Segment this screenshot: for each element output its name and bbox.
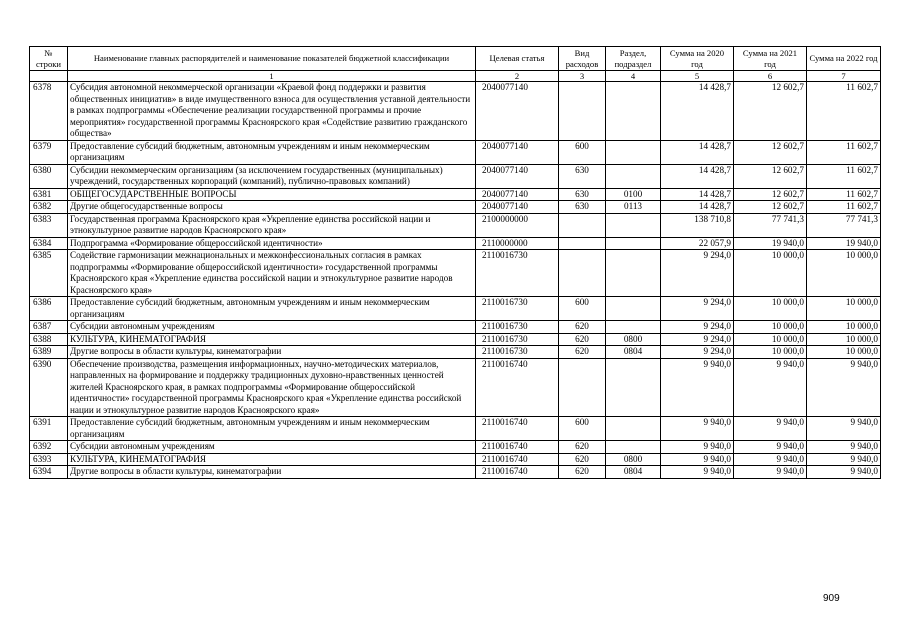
row-section-cell: 0800 — [606, 453, 661, 466]
table-row — [30, 453, 881, 466]
table-row — [30, 466, 881, 479]
row-article-cell: 2040077140 — [476, 140, 559, 164]
header-section: Раздел, подраздел — [606, 47, 661, 71]
row-name-cell: Предоставление субсидий бюджетным, автономным учреждениям и иным некоммерческим организациям — [68, 417, 476, 441]
row-sum-2021-cell: 12 602,7 — [734, 82, 807, 141]
table-row — [30, 321, 881, 334]
column-number: 2 — [476, 71, 559, 82]
row-number-cell: 6387 — [30, 321, 68, 334]
row-section-cell — [606, 250, 661, 297]
row-name-cell: Субсидии некоммерческим организациям (за исключением государственных (муниципальных) учреждений, государственных корпораций (компаний), публично-правовых компаний) — [68, 164, 476, 188]
column-number: 6 — [734, 71, 807, 82]
table-row — [30, 82, 881, 141]
table-row — [30, 237, 881, 250]
row-number-cell: 6384 — [30, 237, 68, 250]
row-section-cell — [606, 321, 661, 334]
row-name-cell: Субсидии автономным учреждениям — [68, 321, 476, 334]
column-number: 5 — [661, 71, 734, 82]
budget-page — [29, 46, 880, 479]
row-sum-2020-cell: 9 294,0 — [661, 333, 734, 346]
row-article-cell: 2110016730 — [476, 250, 559, 297]
row-name-cell: КУЛЬТУРА, КИНЕМАТОГРАФИЯ — [68, 453, 476, 466]
row-section-cell — [606, 213, 661, 237]
row-article-cell: 2110016730 — [476, 346, 559, 359]
row-number-cell: 6390 — [30, 358, 68, 417]
row-article-cell: 2040077140 — [476, 82, 559, 141]
row-name-cell: ОБЩЕГОСУДАРСТВЕННЫЕ ВОПРОСЫ — [68, 188, 476, 201]
row-section-cell — [606, 297, 661, 321]
header-row — [30, 47, 881, 71]
row-number-cell: 6385 — [30, 250, 68, 297]
table-row — [30, 297, 881, 321]
header-sum-2020: Сумма на 2020 год — [661, 47, 734, 71]
row-sum-2020-cell: 9 294,0 — [661, 346, 734, 359]
row-sum-2020-cell: 9 940,0 — [661, 358, 734, 417]
row-sum-2021-cell: 10 000,0 — [734, 250, 807, 297]
row-sum-2022-cell: 11 602,7 — [807, 201, 881, 214]
row-expense-type-cell — [559, 250, 606, 297]
row-expense-type-cell: 630 — [559, 188, 606, 201]
row-sum-2022-cell: 10 000,0 — [807, 346, 881, 359]
row-article-cell: 2110016740 — [476, 466, 559, 479]
header-expense-type: Вид расходов — [559, 47, 606, 71]
row-sum-2021-cell: 10 000,0 — [734, 333, 807, 346]
row-number-cell: 6379 — [30, 140, 68, 164]
row-sum-2022-cell: 11 602,7 — [807, 140, 881, 164]
row-sum-2021-cell: 9 940,0 — [734, 417, 807, 441]
row-sum-2020-cell: 9 294,0 — [661, 250, 734, 297]
row-sum-2022-cell: 10 000,0 — [807, 297, 881, 321]
row-number-cell: 6378 — [30, 82, 68, 141]
row-section-cell — [606, 82, 661, 141]
row-sum-2020-cell: 14 428,7 — [661, 164, 734, 188]
row-article-cell: 2110016730 — [476, 321, 559, 334]
row-sum-2022-cell: 10 000,0 — [807, 321, 881, 334]
row-section-cell: 0100 — [606, 188, 661, 201]
row-name-cell: Субсидии автономным учреждениям — [68, 441, 476, 454]
row-name-cell: Субсидия автономной некоммерческой организации «Краевой фонд поддержки и развития общественных инициатив» в виде имущественного взноса для осуществления уставной деятельности в рамках подпрограммы «Обеспечение реализации государственной программы и прочие мероприятия» государственной программы Красноярского края «Содействие развитию гражданского общества» — [68, 82, 476, 141]
row-sum-2022-cell: 77 741,3 — [807, 213, 881, 237]
table-row — [30, 164, 881, 188]
row-expense-type-cell — [559, 82, 606, 141]
row-name-cell: Другие общегосударственные вопросы — [68, 201, 476, 214]
row-article-cell: 2110016730 — [476, 297, 559, 321]
row-sum-2020-cell: 9 940,0 — [661, 417, 734, 441]
header-name: Наименование главных распорядителей и наименование показателей бюджетной классификации — [68, 47, 476, 71]
row-expense-type-cell: 600 — [559, 297, 606, 321]
row-sum-2021-cell: 77 741,3 — [734, 213, 807, 237]
table-row — [30, 201, 881, 214]
row-article-cell: 2110016740 — [476, 417, 559, 441]
row-article-cell: 2040077140 — [476, 201, 559, 214]
row-name-cell: Государственная программа Красноярского края «Укрепление единства российской нации и этнокультурное развитие народов Красноярского края» — [68, 213, 476, 237]
row-article-cell: 2040077140 — [476, 164, 559, 188]
row-sum-2022-cell: 9 940,0 — [807, 466, 881, 479]
row-name-cell: Другие вопросы в области культуры, кинематографии — [68, 466, 476, 479]
row-number-cell: 6389 — [30, 346, 68, 359]
row-article-cell: 2110016740 — [476, 453, 559, 466]
row-expense-type-cell: 620 — [559, 441, 606, 454]
row-section-cell — [606, 140, 661, 164]
budget-table — [29, 46, 881, 479]
column-number: 4 — [606, 71, 661, 82]
row-sum-2022-cell: 11 602,7 — [807, 188, 881, 201]
column-number-row — [30, 71, 881, 82]
row-expense-type-cell — [559, 237, 606, 250]
row-section-cell — [606, 237, 661, 250]
row-expense-type-cell: 600 — [559, 140, 606, 164]
row-name-cell: Предоставление субсидий бюджетным, автономным учреждениям и иным некоммерческим организациям — [68, 140, 476, 164]
row-article-cell: 2040077140 — [476, 188, 559, 201]
row-article-cell: 2110016740 — [476, 441, 559, 454]
table-row — [30, 213, 881, 237]
row-sum-2021-cell: 9 940,0 — [734, 466, 807, 479]
row-name-cell: Содействие гармонизации межнациональных и межконфессиональных согласия в рамках подпрограммы «Формирование общероссийской идентичности» государственной программы Красноярского края «Укрепление единства российской нации и этнокультурное развитие народов Красноярского края» — [68, 250, 476, 297]
row-sum-2022-cell: 9 940,0 — [807, 417, 881, 441]
row-section-cell — [606, 358, 661, 417]
row-sum-2021-cell: 10 000,0 — [734, 346, 807, 359]
row-sum-2020-cell: 138 710,8 — [661, 213, 734, 237]
row-number-cell: 6391 — [30, 417, 68, 441]
row-section-cell — [606, 164, 661, 188]
row-sum-2020-cell: 9 294,0 — [661, 297, 734, 321]
row-name-cell: Обеспечение производства, размещения информационных, научно-методических материалов, направленных на формирование и поддержку традиционных духовно-нравственных ценностей жителей Красноярского края, в рамках подпрограммы «Формирование общероссийской идентичности» государственной программы Красноярского края «Укрепление единства российской нации и этнокультурное развитие народов Красноярского края» — [68, 358, 476, 417]
row-sum-2022-cell: 19 940,0 — [807, 237, 881, 250]
row-sum-2021-cell: 12 602,7 — [734, 164, 807, 188]
row-sum-2022-cell: 10 000,0 — [807, 250, 881, 297]
row-sum-2021-cell: 12 602,7 — [734, 188, 807, 201]
row-sum-2021-cell: 9 940,0 — [734, 358, 807, 417]
row-name-cell: Предоставление субсидий бюджетным, автономным учреждениям и иным некоммерческим организациям — [68, 297, 476, 321]
row-section-cell — [606, 441, 661, 454]
header-article: Целевая статья — [476, 47, 559, 71]
row-sum-2022-cell: 11 602,7 — [807, 164, 881, 188]
row-sum-2022-cell: 9 940,0 — [807, 358, 881, 417]
row-sum-2020-cell: 14 428,7 — [661, 140, 734, 164]
row-expense-type-cell: 600 — [559, 417, 606, 441]
row-name-cell: Подпрограмма «Формирование общероссийской идентичности» — [68, 237, 476, 250]
column-number — [30, 71, 68, 82]
table-row — [30, 358, 881, 417]
page-number: 909 — [823, 593, 840, 604]
row-article-cell: 2100000000 — [476, 213, 559, 237]
row-expense-type-cell: 620 — [559, 346, 606, 359]
row-sum-2021-cell: 12 602,7 — [734, 201, 807, 214]
row-number-cell: 6392 — [30, 441, 68, 454]
row-article-cell: 2110016730 — [476, 333, 559, 346]
row-sum-2022-cell: 9 940,0 — [807, 453, 881, 466]
row-sum-2020-cell: 14 428,7 — [661, 201, 734, 214]
table-row — [30, 346, 881, 359]
column-number: 1 — [68, 71, 476, 82]
row-section-cell: 0113 — [606, 201, 661, 214]
row-sum-2020-cell: 9 940,0 — [661, 453, 734, 466]
row-sum-2022-cell: 10 000,0 — [807, 333, 881, 346]
row-sum-2021-cell: 10 000,0 — [734, 321, 807, 334]
row-sum-2021-cell: 9 940,0 — [734, 453, 807, 466]
row-expense-type-cell: 620 — [559, 466, 606, 479]
row-sum-2020-cell: 9 294,0 — [661, 321, 734, 334]
row-number-cell: 6388 — [30, 333, 68, 346]
row-sum-2022-cell: 9 940,0 — [807, 441, 881, 454]
row-name-cell: КУЛЬТУРА, КИНЕМАТОГРАФИЯ — [68, 333, 476, 346]
row-section-cell — [606, 417, 661, 441]
row-article-cell: 2110016740 — [476, 358, 559, 417]
row-number-cell: 6394 — [30, 466, 68, 479]
row-sum-2020-cell: 9 940,0 — [661, 441, 734, 454]
row-number-cell: 6380 — [30, 164, 68, 188]
table-body — [30, 82, 881, 479]
row-number-cell: 6383 — [30, 213, 68, 237]
row-sum-2020-cell: 14 428,7 — [661, 188, 734, 201]
row-sum-2020-cell: 9 940,0 — [661, 466, 734, 479]
row-sum-2022-cell: 11 602,7 — [807, 82, 881, 141]
row-number-cell: 6386 — [30, 297, 68, 321]
table-row — [30, 140, 881, 164]
row-sum-2020-cell: 14 428,7 — [661, 82, 734, 141]
row-name-cell: Другие вопросы в области культуры, кинематографии — [68, 346, 476, 359]
row-sum-2021-cell: 10 000,0 — [734, 297, 807, 321]
column-number: 7 — [807, 71, 881, 82]
row-expense-type-cell: 630 — [559, 201, 606, 214]
row-section-cell: 0800 — [606, 333, 661, 346]
row-expense-type-cell: 620 — [559, 321, 606, 334]
row-expense-type-cell: 620 — [559, 453, 606, 466]
header-sum-2021: Сумма на 2021 год — [734, 47, 807, 71]
row-section-cell: 0804 — [606, 466, 661, 479]
row-expense-type-cell — [559, 358, 606, 417]
header-row-number: № строки — [30, 47, 68, 71]
row-expense-type-cell: 620 — [559, 333, 606, 346]
table-row — [30, 333, 881, 346]
header-sum-2022: Сумма на 2022 год — [807, 47, 881, 71]
row-sum-2021-cell: 9 940,0 — [734, 441, 807, 454]
row-sum-2020-cell: 22 057,9 — [661, 237, 734, 250]
row-article-cell: 2110000000 — [476, 237, 559, 250]
table-row — [30, 250, 881, 297]
row-expense-type-cell — [559, 213, 606, 237]
column-number: 3 — [559, 71, 606, 82]
row-number-cell: 6382 — [30, 201, 68, 214]
row-sum-2021-cell: 19 940,0 — [734, 237, 807, 250]
table-row — [30, 441, 881, 454]
row-sum-2021-cell: 12 602,7 — [734, 140, 807, 164]
row-number-cell: 6381 — [30, 188, 68, 201]
row-expense-type-cell: 630 — [559, 164, 606, 188]
row-section-cell: 0804 — [606, 346, 661, 359]
row-number-cell: 6393 — [30, 453, 68, 466]
table-row — [30, 188, 881, 201]
table-row — [30, 417, 881, 441]
